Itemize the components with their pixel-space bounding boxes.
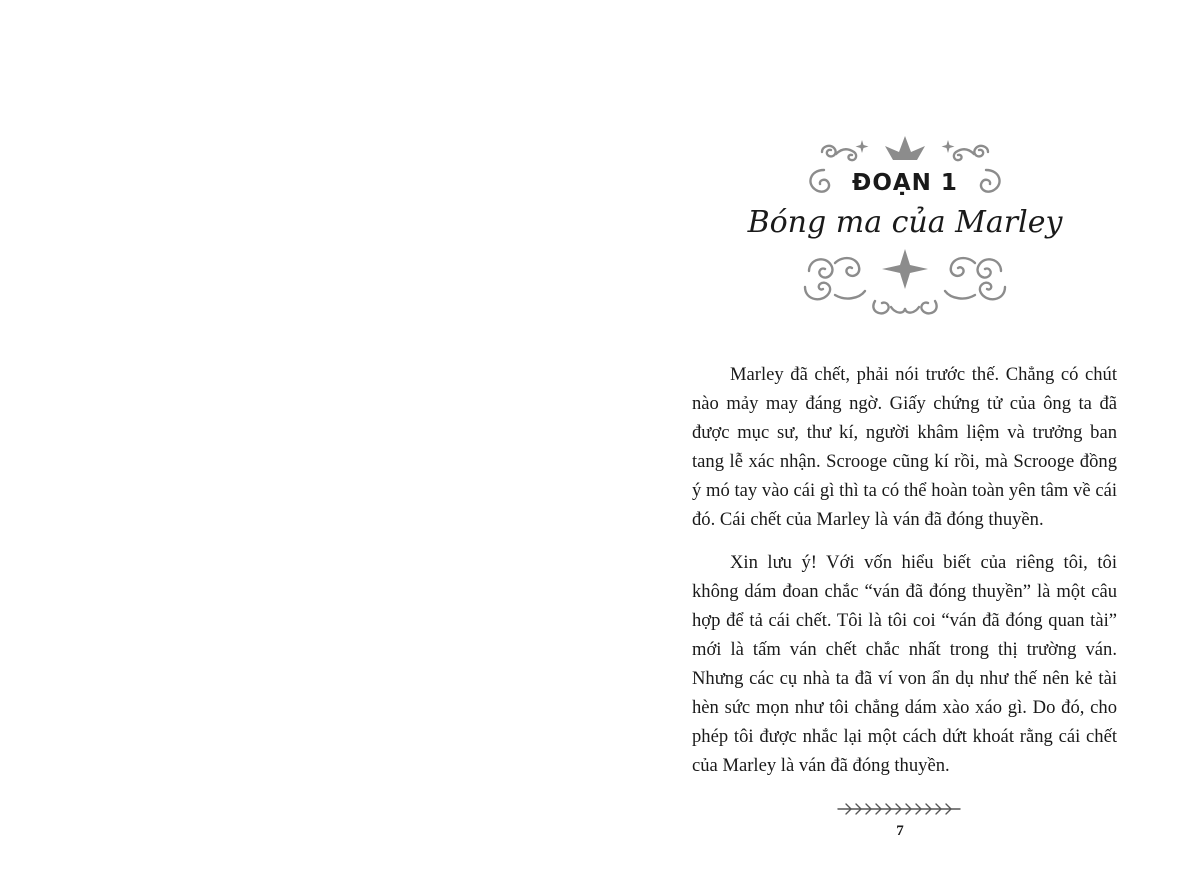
page-number: 7 — [896, 823, 904, 839]
footer-arrow-ornament — [836, 800, 962, 818]
chapter-body-text — [692, 360, 1117, 794]
chapter-title: Bóng ma của Marley — [747, 205, 1063, 240]
paragraph-2: Xin lưu ý! Với vốn hiểu biết của riêng tôi, tôi không dám đoan chắc “ván đã đóng thuyền” là một câu hợp để tả cái chết. Tôi là tôi coi “ván đã đóng quan tài” mới là tấm ván chết chắc nhất trong thị trường ván. Nhưng các cụ nhà ta đã ví von ẩn dụ như thế nên kẻ tài hèn sức mọn như tôi chẳng dám xào xáo gì. Do đó, cho phép tôi được nhắc lại một cách dứt khoát rằng cái chết của Marley là ván đã đóng thuyền. — [692, 552, 1117, 776]
paragraph-1: Marley đã chết, phải nói trước thế. Chẳng có chút nào mảy may đáng ngờ. Giấy chứng tử của ông ta đã được mục sư, thư kí, người khâm liệm và trưởng ban tang lễ xác nhận. Scrooge cũng kí rồi, mà Scrooge đồng ý mó tay vào cái gì thì ta có thể hoàn toàn yên tâm về cái đó. Cái chết của Marley là ván đã đóng thuyền. — [692, 364, 1117, 530]
bottom-flourish-ornament — [795, 243, 1015, 318]
right-page — [600, 0, 1200, 877]
chapter-label: ĐOẠN 1 — [852, 170, 958, 196]
